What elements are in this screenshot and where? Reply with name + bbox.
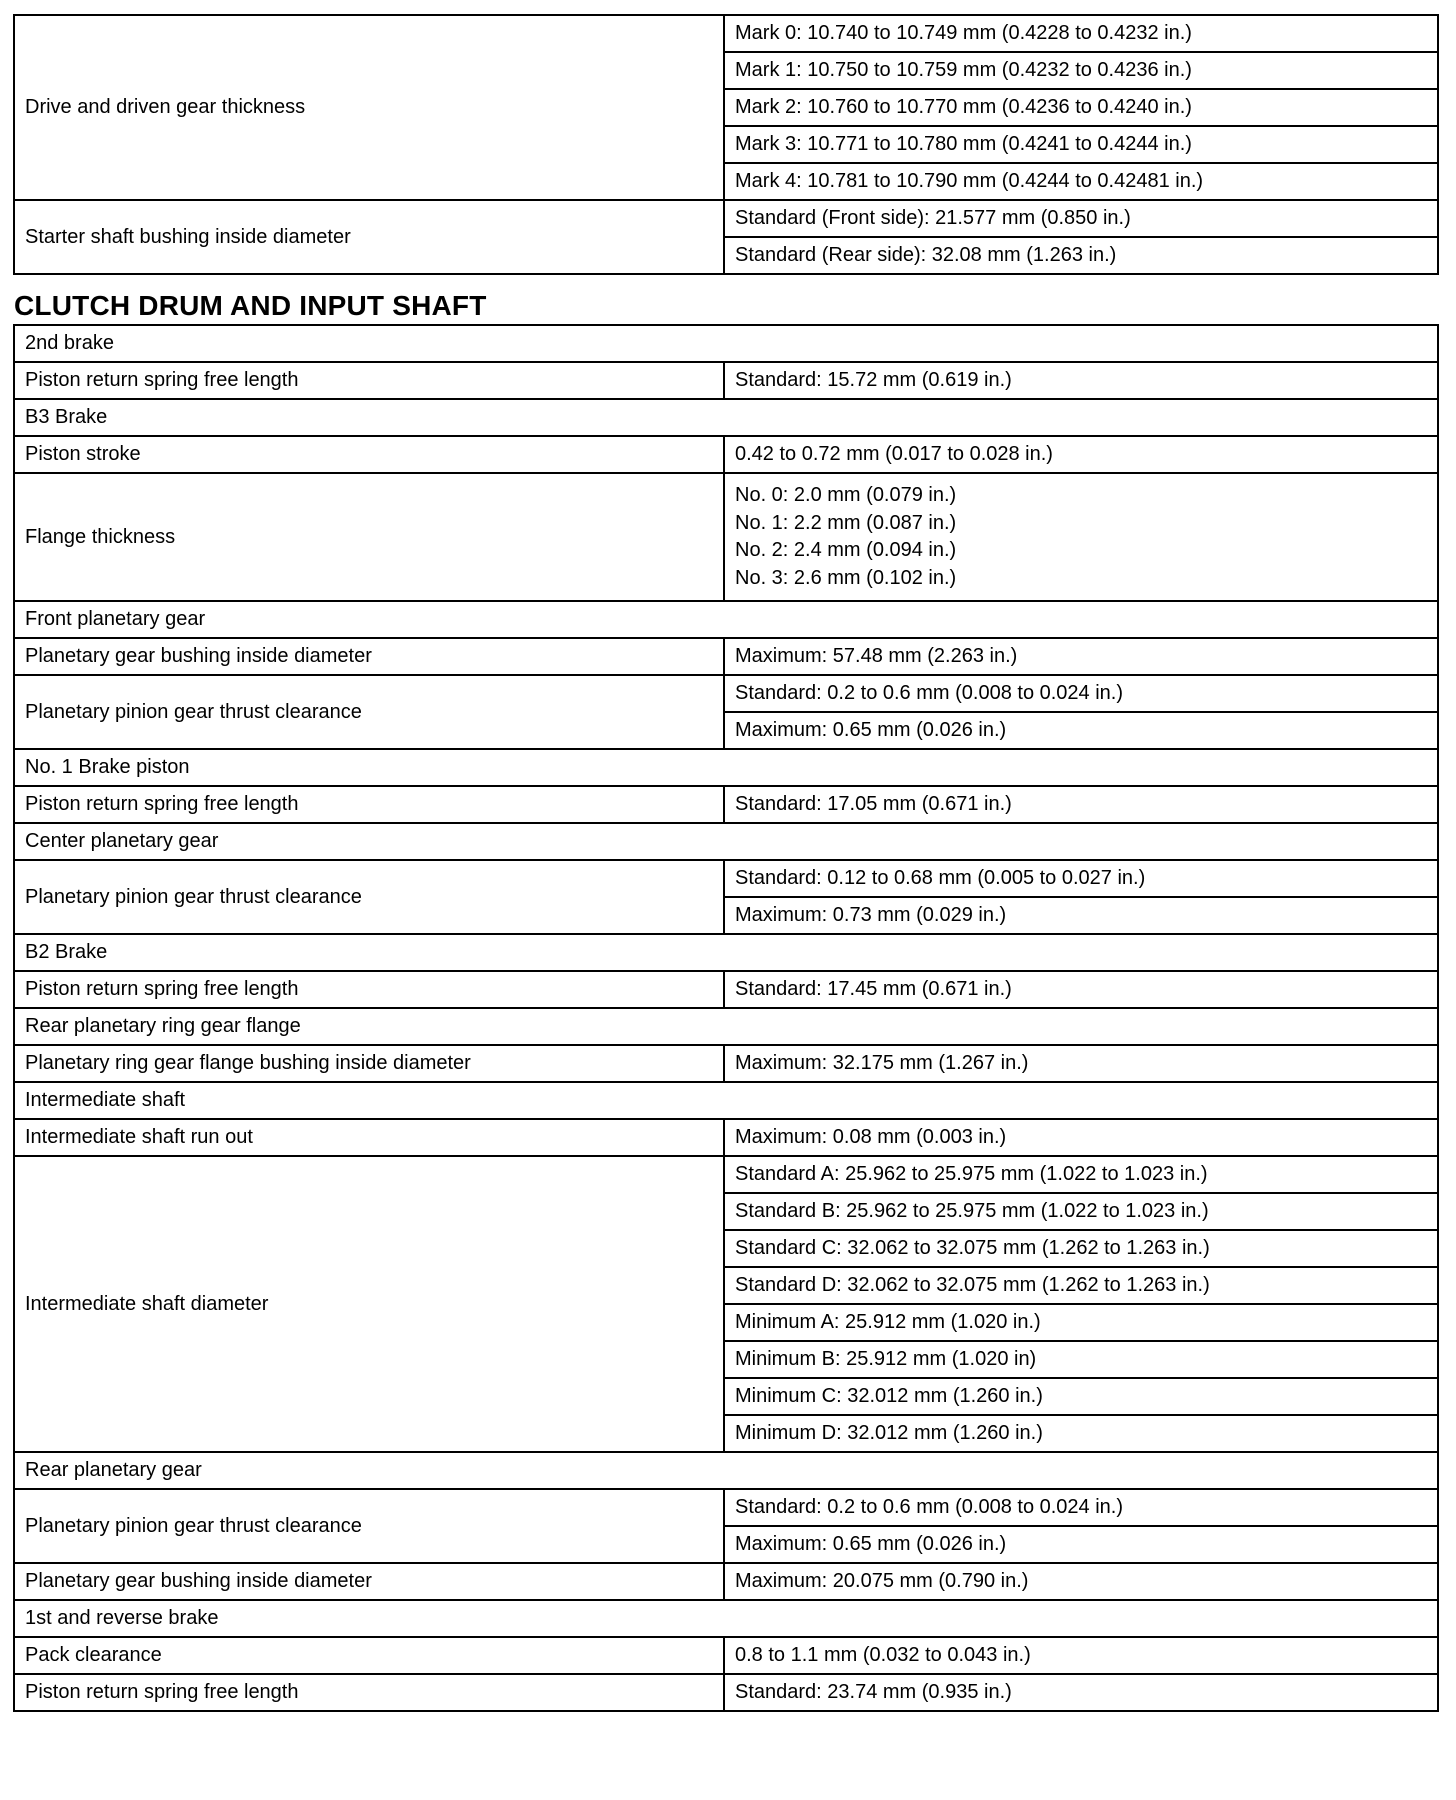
spec-value: No. 2: 2.4 mm (0.094 in.) [735,539,957,561]
section-title: CLUTCH DRUM AND INPUT SHAFT [14,290,487,321]
spec-value-list [724,473,1438,601]
spec-label: Planetary pinion gear thrust clearance [14,1489,724,1563]
spec-label: Planetary pinion gear thrust clearance [14,860,724,934]
table-row [14,971,1438,1008]
group-heading-row [14,601,1438,638]
group-heading-row [14,325,1438,362]
spec-value: Minimum A: 25.912 mm (1.020 in.) [724,1304,1438,1341]
spec-label: Piston return spring free length [14,971,724,1008]
spec-value: Maximum: 0.65 mm (0.026 in.) [724,1526,1438,1563]
spec-label: Piston return spring free length [14,786,724,823]
group-heading-row [14,749,1438,786]
group-heading: Intermediate shaft [14,1082,1438,1119]
table-row [14,15,1438,52]
spec-label: Flange thickness [14,473,724,601]
spec-value: Mark 1: 10.750 to 10.759 mm (0.4232 to 0.4236 in.) [724,52,1438,89]
group-heading-row [14,1452,1438,1489]
spec-label: Planetary pinion gear thrust clearance [14,675,724,749]
spec-value: Standard (Front side): 21.577 mm (0.850 in.) [724,200,1438,237]
spec-value: 0.42 to 0.72 mm (0.017 to 0.028 in.) [724,436,1438,473]
group-heading: Rear planetary gear [14,1452,1438,1489]
table-row [14,1489,1438,1526]
spec-label: Planetary gear bushing inside diameter [14,1563,724,1600]
table-row [14,786,1438,823]
table-row [14,1637,1438,1674]
table-row [14,860,1438,897]
spec-page [13,14,1437,1712]
spec-value: Standard: 17.45 mm (0.671 in.) [724,971,1438,1008]
group-heading-row [14,1082,1438,1119]
group-heading: Rear planetary ring gear flange [14,1008,1438,1045]
spec-value: Maximum: 57.48 mm (2.263 in.) [724,638,1438,675]
group-heading-row [14,1600,1438,1637]
spec-value: Mark 3: 10.771 to 10.780 mm (0.4241 to 0.4244 in.) [724,126,1438,163]
spec-value: Mark 4: 10.781 to 10.790 mm (0.4244 to 0.42481 in.) [724,163,1438,200]
spec-value: Standard C: 32.062 to 32.075 mm (1.262 to 1.263 in.) [724,1230,1438,1267]
top-spec-table [13,14,1439,275]
table-row [14,638,1438,675]
group-heading-row [14,1008,1438,1045]
spec-value: No. 0: 2.0 mm (0.079 in.) [735,484,957,506]
spec-value: 0.8 to 1.1 mm (0.032 to 0.043 in.) [724,1637,1438,1674]
group-heading-row [14,823,1438,860]
spec-label: Piston return spring free length [14,362,724,399]
table-row [14,362,1438,399]
spec-value: Mark 2: 10.760 to 10.770 mm (0.4236 to 0.4240 in.) [724,89,1438,126]
group-heading: Center planetary gear [14,823,1438,860]
spec-label: Drive and driven gear thickness [14,15,724,200]
table-row [14,200,1438,237]
group-heading: 1st and reverse brake [14,1600,1438,1637]
spec-value: Standard: 0.2 to 0.6 mm (0.008 to 0.024 in.) [724,675,1438,712]
spec-value: Standard (Rear side): 32.08 mm (1.263 in.) [724,237,1438,274]
spec-value: Maximum: 20.075 mm (0.790 in.) [724,1563,1438,1600]
spec-value: Standard: 0.2 to 0.6 mm (0.008 to 0.024 in.) [724,1489,1438,1526]
spec-value: Maximum: 0.73 mm (0.029 in.) [724,897,1438,934]
spec-value: No. 1: 2.2 mm (0.087 in.) [735,511,957,534]
group-heading: 2nd brake [14,325,1438,362]
spec-value: Standard A: 25.962 to 25.975 mm (1.022 to 1.023 in.) [724,1156,1438,1193]
spec-value: Standard B: 25.962 to 25.975 mm (1.022 to 1.023 in.) [724,1193,1438,1230]
table-row [14,473,1438,601]
table-row [14,675,1438,712]
spec-value: Minimum C: 32.012 mm (1.260 in.) [724,1378,1438,1415]
group-heading: B2 Brake [14,934,1438,971]
spec-label: Intermediate shaft run out [14,1119,724,1156]
table-row [14,436,1438,473]
spec-label: Piston stroke [14,436,724,473]
spec-value: No. 3: 2.6 mm (0.102 in.) [735,566,957,589]
spec-value: Maximum: 0.65 mm (0.026 in.) [724,712,1438,749]
spec-value: Standard: 23.74 mm (0.935 in.) [724,1674,1438,1711]
spec-value: Standard: 17.05 mm (0.671 in.) [724,786,1438,823]
spec-value: Maximum: 32.175 mm (1.267 in.) [724,1045,1438,1082]
table-row [14,1674,1438,1711]
spec-value: Minimum B: 25.912 mm (1.020 in) [724,1341,1438,1378]
spec-label: Intermediate shaft diameter [14,1156,724,1452]
group-heading: No. 1 Brake piston [14,749,1438,786]
group-heading-row [14,934,1438,971]
spec-label: Pack clearance [14,1637,724,1674]
clutch-spec-table [13,324,1439,1712]
spec-label: Starter shaft bushing inside diameter [14,200,724,274]
spec-value: Standard: 0.12 to 0.68 mm (0.005 to 0.027 in.) [724,860,1438,897]
spec-value: Standard: 15.72 mm (0.619 in.) [724,362,1438,399]
table-row [14,1563,1438,1600]
spec-value: Standard D: 32.062 to 32.075 mm (1.262 to 1.263 in.) [724,1267,1438,1304]
spec-label: Planetary gear bushing inside diameter [14,638,724,675]
spec-label: Piston return spring free length [14,1674,724,1711]
group-heading-row [14,399,1438,436]
group-heading: B3 Brake [14,399,1438,436]
table-row [14,1156,1438,1193]
group-heading: Front planetary gear [14,601,1438,638]
table-row [14,1119,1438,1156]
spec-value: Minimum D: 32.012 mm (1.260 in.) [724,1415,1438,1452]
spec-value: Mark 0: 10.740 to 10.749 mm (0.4228 to 0.4232 in.) [724,15,1438,52]
table-row [14,1045,1438,1082]
spec-value: Maximum: 0.08 mm (0.003 in.) [724,1119,1438,1156]
spec-label: Planetary ring gear flange bushing inside diameter [14,1045,724,1082]
